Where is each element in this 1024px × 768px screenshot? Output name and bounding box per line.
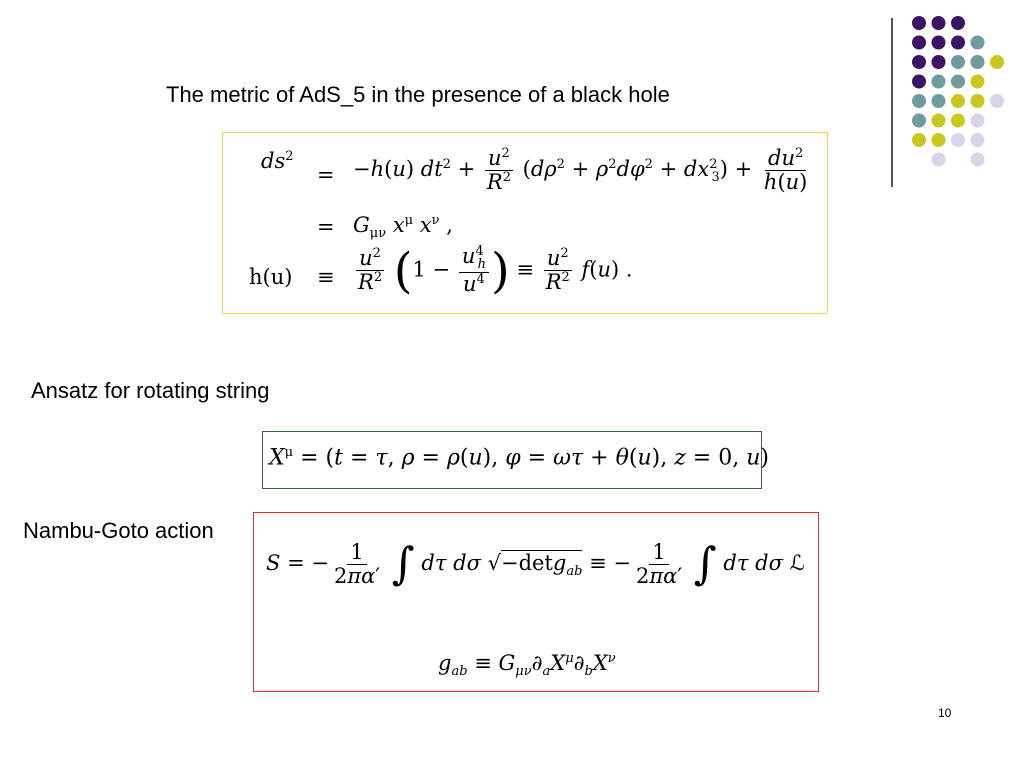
equals-sign: = bbox=[317, 163, 335, 187]
metric-equation-box bbox=[222, 132, 828, 314]
metric-heading: The metric of AdS_5 in the presence of a black hole bbox=[166, 82, 670, 107]
decorative-dot bbox=[971, 133, 985, 147]
decorative-dot bbox=[971, 153, 985, 167]
h-of-u-label: h(u) bbox=[249, 265, 293, 289]
action-equation-box bbox=[253, 512, 819, 692]
decorative-dot bbox=[951, 133, 965, 147]
decorative-dot bbox=[951, 55, 965, 69]
decorative-dot bbox=[971, 55, 985, 69]
decorative-dot bbox=[951, 75, 965, 89]
decorative-dot bbox=[912, 94, 926, 108]
decorative-dot bbox=[932, 55, 946, 69]
decorative-dot bbox=[912, 36, 926, 50]
decorative-dot bbox=[932, 16, 946, 30]
decorative-dot bbox=[990, 94, 1004, 108]
metric-equation-line-3: $\frac{u^2}{R^2}$ (1 − $\frac{u^4_h}{u^4}$ ) ≡ $\frac{u^2}{R^2}$ f(u) . bbox=[358, 242, 633, 299]
metric-equation-line-1: $ds^2$ bbox=[261, 149, 294, 173]
decorative-dot bbox=[932, 114, 946, 128]
decorative-dot bbox=[971, 36, 985, 50]
equals-sign-2: = bbox=[317, 215, 335, 239]
ansatz-heading: Ansatz for rotating string bbox=[31, 378, 270, 403]
decorative-dot bbox=[990, 55, 1004, 69]
equivalence-sign: ≡ bbox=[317, 265, 335, 289]
decorative-dot bbox=[971, 114, 985, 128]
decorative-divider-line bbox=[891, 18, 893, 187]
decorative-dot bbox=[971, 94, 985, 108]
decorative-dot bbox=[932, 75, 946, 89]
action-heading: Nambu-Goto action bbox=[23, 518, 214, 543]
ansatz-equation: $X^\mu = (t = \tau$, ρ = ρ(u), φ = ωτ + θ(u), z = 0, u) bbox=[269, 445, 769, 471]
decorative-dot bbox=[951, 114, 965, 128]
decorative-dot bbox=[932, 133, 946, 147]
decorative-dot bbox=[951, 36, 965, 50]
decorative-dot bbox=[912, 114, 926, 128]
decorative-dot bbox=[932, 94, 946, 108]
decorative-dot bbox=[912, 55, 926, 69]
ansatz-equation-box bbox=[262, 431, 769, 489]
decorative-dot bbox=[912, 133, 926, 147]
decorative-dot bbox=[912, 75, 926, 89]
nambu-goto-equation: S = − $\frac{1}{2\pi\alpha'}$ ∫ dτ dσ √−detg$_{ab}$ ≡ − $\frac{1}{2\pi\alpha'}$ ∫ dτ dσ ℒ bbox=[266, 538, 805, 590]
decorative-dot bbox=[971, 75, 985, 89]
decorative-dot bbox=[951, 16, 965, 30]
metric-equation-line-2: $G_{\mu\nu}$ $x^\mu$ $x^\nu$ , bbox=[353, 213, 453, 242]
induced-metric-equation: $g_{ab} \equiv G_{\mu\nu}\partial_aX^\mu\partial_bX^\nu$ bbox=[438, 651, 616, 680]
metric-equation-line-1-rhs: −h(u) $dt^2$ + $\frac{u^2}{R^2}$ $(d\rho^2 + \rho^2d\varphi^2 + dx^2_3)$ + $\frac{du^2}{h(u)}$ bbox=[353, 146, 808, 195]
decorative-dot bbox=[912, 16, 926, 30]
decorative-dot bbox=[932, 153, 946, 167]
decorative-dot bbox=[951, 94, 965, 108]
slide-page-number: 10 bbox=[938, 706, 952, 720]
decorative-dot bbox=[932, 36, 946, 50]
